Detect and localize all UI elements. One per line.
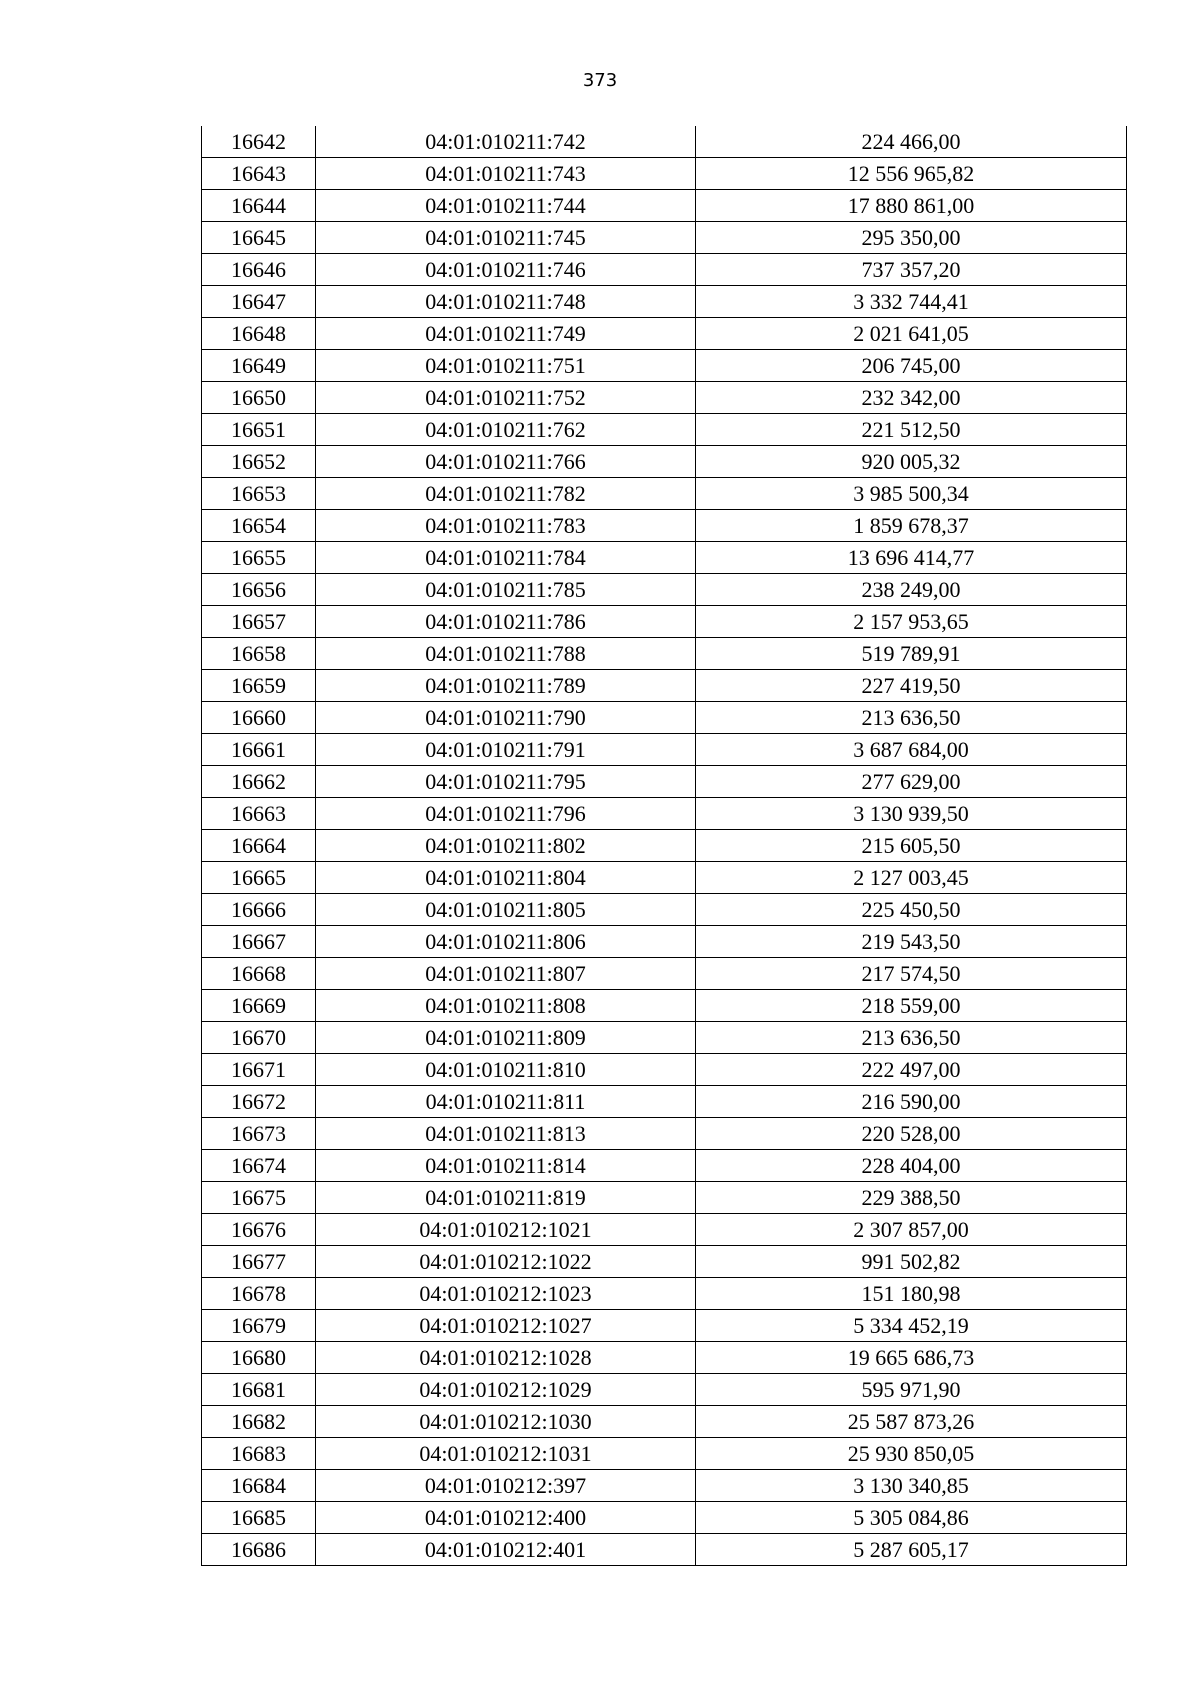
table-row bbox=[202, 766, 1127, 798]
value-cell: 217 574,50 bbox=[696, 958, 1127, 990]
row-number-cell: 16651 bbox=[202, 414, 316, 446]
row-number-cell: 16657 bbox=[202, 606, 316, 638]
table-row bbox=[202, 606, 1127, 638]
row-number-cell: 16667 bbox=[202, 926, 316, 958]
value-cell: 25 930 850,05 bbox=[696, 1438, 1127, 1470]
row-number-cell: 16685 bbox=[202, 1502, 316, 1534]
page-number: 373 bbox=[582, 70, 618, 91]
table-row bbox=[202, 158, 1127, 190]
cadastral-number-cell: 04:01:010211:762 bbox=[316, 414, 696, 446]
value-cell: 238 249,00 bbox=[696, 574, 1127, 606]
table-row bbox=[202, 894, 1127, 926]
row-number-cell: 16649 bbox=[202, 350, 316, 382]
value-cell: 5 305 084,86 bbox=[696, 1502, 1127, 1534]
row-number-cell: 16650 bbox=[202, 382, 316, 414]
table-row bbox=[202, 222, 1127, 254]
table-row bbox=[202, 990, 1127, 1022]
row-number-cell: 16683 bbox=[202, 1438, 316, 1470]
row-number-cell: 16678 bbox=[202, 1278, 316, 1310]
value-cell: 227 419,50 bbox=[696, 670, 1127, 702]
value-cell: 222 497,00 bbox=[696, 1054, 1127, 1086]
table-row bbox=[202, 1534, 1127, 1566]
value-cell: 213 636,50 bbox=[696, 702, 1127, 734]
row-number-cell: 16680 bbox=[202, 1342, 316, 1374]
cadastral-number-cell: 04:01:010211:806 bbox=[316, 926, 696, 958]
row-number-cell: 16654 bbox=[202, 510, 316, 542]
table-row bbox=[202, 414, 1127, 446]
cadastral-number-cell: 04:01:010211:795 bbox=[316, 766, 696, 798]
cadastral-number-cell: 04:01:010212:1022 bbox=[316, 1246, 696, 1278]
table-row bbox=[202, 958, 1127, 990]
value-cell: 277 629,00 bbox=[696, 766, 1127, 798]
table-row bbox=[202, 926, 1127, 958]
table-row bbox=[202, 382, 1127, 414]
value-cell: 218 559,00 bbox=[696, 990, 1127, 1022]
value-cell: 5 287 605,17 bbox=[696, 1534, 1127, 1566]
value-cell: 1 859 678,37 bbox=[696, 510, 1127, 542]
value-cell: 221 512,50 bbox=[696, 414, 1127, 446]
value-cell: 17 880 861,00 bbox=[696, 190, 1127, 222]
table-row bbox=[202, 638, 1127, 670]
table-row bbox=[202, 1342, 1127, 1374]
cadastral-number-cell: 04:01:010211:808 bbox=[316, 990, 696, 1022]
cadastral-number-cell: 04:01:010212:1028 bbox=[316, 1342, 696, 1374]
table-row bbox=[202, 702, 1127, 734]
data-table bbox=[201, 126, 1127, 1566]
row-number-cell: 16681 bbox=[202, 1374, 316, 1406]
cadastral-number-cell: 04:01:010211:744 bbox=[316, 190, 696, 222]
table-row bbox=[202, 1118, 1127, 1150]
cadastral-number-cell: 04:01:010211:783 bbox=[316, 510, 696, 542]
table-row bbox=[202, 190, 1127, 222]
value-cell: 228 404,00 bbox=[696, 1150, 1127, 1182]
table-row bbox=[202, 1182, 1127, 1214]
value-cell: 2 127 003,45 bbox=[696, 862, 1127, 894]
cadastral-number-cell: 04:01:010211:751 bbox=[316, 350, 696, 382]
row-number-cell: 16672 bbox=[202, 1086, 316, 1118]
row-number-cell: 16679 bbox=[202, 1310, 316, 1342]
table-row bbox=[202, 1214, 1127, 1246]
cadastral-number-cell: 04:01:010211:811 bbox=[316, 1086, 696, 1118]
value-cell: 5 334 452,19 bbox=[696, 1310, 1127, 1342]
value-cell: 2 021 641,05 bbox=[696, 318, 1127, 350]
value-cell: 13 696 414,77 bbox=[696, 542, 1127, 574]
value-cell: 3 985 500,34 bbox=[696, 478, 1127, 510]
value-cell: 224 466,00 bbox=[696, 126, 1127, 158]
table-row bbox=[202, 1374, 1127, 1406]
table-row bbox=[202, 350, 1127, 382]
cadastral-number-cell: 04:01:010211:790 bbox=[316, 702, 696, 734]
cadastral-number-cell: 04:01:010211:791 bbox=[316, 734, 696, 766]
cadastral-number-cell: 04:01:010212:401 bbox=[316, 1534, 696, 1566]
value-cell: 215 605,50 bbox=[696, 830, 1127, 862]
cadastral-number-cell: 04:01:010211:810 bbox=[316, 1054, 696, 1086]
value-cell: 2 307 857,00 bbox=[696, 1214, 1127, 1246]
value-cell: 519 789,91 bbox=[696, 638, 1127, 670]
cadastral-number-cell: 04:01:010211:784 bbox=[316, 542, 696, 574]
table-body bbox=[202, 126, 1127, 1566]
value-cell: 220 528,00 bbox=[696, 1118, 1127, 1150]
cadastral-number-cell: 04:01:010211:788 bbox=[316, 638, 696, 670]
cadastral-number-cell: 04:01:010211:752 bbox=[316, 382, 696, 414]
cadastral-number-cell: 04:01:010211:813 bbox=[316, 1118, 696, 1150]
row-number-cell: 16659 bbox=[202, 670, 316, 702]
table-row bbox=[202, 286, 1127, 318]
row-number-cell: 16658 bbox=[202, 638, 316, 670]
cadastral-number-cell: 04:01:010211:809 bbox=[316, 1022, 696, 1054]
cadastral-number-cell: 04:01:010211:749 bbox=[316, 318, 696, 350]
value-cell: 19 665 686,73 bbox=[696, 1342, 1127, 1374]
value-cell: 229 388,50 bbox=[696, 1182, 1127, 1214]
cadastral-number-cell: 04:01:010211:819 bbox=[316, 1182, 696, 1214]
cadastral-number-cell: 04:01:010211:745 bbox=[316, 222, 696, 254]
value-cell: 225 450,50 bbox=[696, 894, 1127, 926]
table-row bbox=[202, 798, 1127, 830]
cadastral-number-cell: 04:01:010211:742 bbox=[316, 126, 696, 158]
row-number-cell: 16665 bbox=[202, 862, 316, 894]
row-number-cell: 16653 bbox=[202, 478, 316, 510]
value-cell: 3 130 340,85 bbox=[696, 1470, 1127, 1502]
cadastral-number-cell: 04:01:010211:766 bbox=[316, 446, 696, 478]
row-number-cell: 16642 bbox=[202, 126, 316, 158]
row-number-cell: 16670 bbox=[202, 1022, 316, 1054]
cadastral-number-cell: 04:01:010211:802 bbox=[316, 830, 696, 862]
cadastral-number-cell: 04:01:010211:805 bbox=[316, 894, 696, 926]
table-row bbox=[202, 1438, 1127, 1470]
value-cell: 3 332 744,41 bbox=[696, 286, 1127, 318]
row-number-cell: 16647 bbox=[202, 286, 316, 318]
cadastral-number-cell: 04:01:010211:785 bbox=[316, 574, 696, 606]
row-number-cell: 16682 bbox=[202, 1406, 316, 1438]
cadastral-number-cell: 04:01:010211:786 bbox=[316, 606, 696, 638]
cadastral-number-cell: 04:01:010212:1023 bbox=[316, 1278, 696, 1310]
value-cell: 991 502,82 bbox=[696, 1246, 1127, 1278]
value-cell: 3 130 939,50 bbox=[696, 798, 1127, 830]
value-cell: 920 005,32 bbox=[696, 446, 1127, 478]
value-cell: 295 350,00 bbox=[696, 222, 1127, 254]
row-number-cell: 16675 bbox=[202, 1182, 316, 1214]
row-number-cell: 16676 bbox=[202, 1214, 316, 1246]
table-row bbox=[202, 510, 1127, 542]
row-number-cell: 16677 bbox=[202, 1246, 316, 1278]
value-cell: 25 587 873,26 bbox=[696, 1406, 1127, 1438]
cadastral-number-cell: 04:01:010211:743 bbox=[316, 158, 696, 190]
row-number-cell: 16662 bbox=[202, 766, 316, 798]
value-cell: 213 636,50 bbox=[696, 1022, 1127, 1054]
cadastral-number-cell: 04:01:010211:782 bbox=[316, 478, 696, 510]
row-number-cell: 16648 bbox=[202, 318, 316, 350]
cadastral-number-cell: 04:01:010212:1030 bbox=[316, 1406, 696, 1438]
cadastral-number-cell: 04:01:010211:804 bbox=[316, 862, 696, 894]
table-row bbox=[202, 734, 1127, 766]
value-cell: 2 157 953,65 bbox=[696, 606, 1127, 638]
row-number-cell: 16671 bbox=[202, 1054, 316, 1086]
table-row bbox=[202, 1150, 1127, 1182]
row-number-cell: 16663 bbox=[202, 798, 316, 830]
table-row bbox=[202, 1502, 1127, 1534]
row-number-cell: 16686 bbox=[202, 1534, 316, 1566]
table-row bbox=[202, 574, 1127, 606]
cadastral-number-cell: 04:01:010212:1029 bbox=[316, 1374, 696, 1406]
row-number-cell: 16655 bbox=[202, 542, 316, 574]
table-row bbox=[202, 1054, 1127, 1086]
cadastral-number-cell: 04:01:010212:1027 bbox=[316, 1310, 696, 1342]
row-number-cell: 16664 bbox=[202, 830, 316, 862]
value-cell: 219 543,50 bbox=[696, 926, 1127, 958]
row-number-cell: 16684 bbox=[202, 1470, 316, 1502]
row-number-cell: 16645 bbox=[202, 222, 316, 254]
cadastral-number-cell: 04:01:010211:748 bbox=[316, 286, 696, 318]
table-row bbox=[202, 1086, 1127, 1118]
table-row bbox=[202, 478, 1127, 510]
row-number-cell: 16669 bbox=[202, 990, 316, 1022]
row-number-cell: 16656 bbox=[202, 574, 316, 606]
table-row bbox=[202, 126, 1127, 158]
row-number-cell: 16660 bbox=[202, 702, 316, 734]
table-row bbox=[202, 446, 1127, 478]
cadastral-number-cell: 04:01:010212:1031 bbox=[316, 1438, 696, 1470]
value-cell: 151 180,98 bbox=[696, 1278, 1127, 1310]
value-cell: 232 342,00 bbox=[696, 382, 1127, 414]
row-number-cell: 16652 bbox=[202, 446, 316, 478]
row-number-cell: 16673 bbox=[202, 1118, 316, 1150]
table-row bbox=[202, 830, 1127, 862]
row-number-cell: 16646 bbox=[202, 254, 316, 286]
cadastral-number-cell: 04:01:010212:400 bbox=[316, 1502, 696, 1534]
row-number-cell: 16666 bbox=[202, 894, 316, 926]
table-row bbox=[202, 542, 1127, 574]
value-cell: 737 357,20 bbox=[696, 254, 1127, 286]
table-row bbox=[202, 670, 1127, 702]
row-number-cell: 16644 bbox=[202, 190, 316, 222]
cadastral-number-cell: 04:01:010211:814 bbox=[316, 1150, 696, 1182]
cadastral-number-cell: 04:01:010211:789 bbox=[316, 670, 696, 702]
table-row bbox=[202, 1406, 1127, 1438]
value-cell: 595 971,90 bbox=[696, 1374, 1127, 1406]
table-row bbox=[202, 862, 1127, 894]
row-number-cell: 16668 bbox=[202, 958, 316, 990]
cadastral-number-cell: 04:01:010211:807 bbox=[316, 958, 696, 990]
value-cell: 206 745,00 bbox=[696, 350, 1127, 382]
row-number-cell: 16661 bbox=[202, 734, 316, 766]
row-number-cell: 16643 bbox=[202, 158, 316, 190]
value-cell: 3 687 684,00 bbox=[696, 734, 1127, 766]
table-row bbox=[202, 1278, 1127, 1310]
cadastral-number-cell: 04:01:010211:796 bbox=[316, 798, 696, 830]
table-row bbox=[202, 1246, 1127, 1278]
value-cell: 12 556 965,82 bbox=[696, 158, 1127, 190]
value-cell: 216 590,00 bbox=[696, 1086, 1127, 1118]
table-row bbox=[202, 1470, 1127, 1502]
cadastral-number-cell: 04:01:010212:1021 bbox=[316, 1214, 696, 1246]
cadastral-number-cell: 04:01:010211:746 bbox=[316, 254, 696, 286]
table-row bbox=[202, 1022, 1127, 1054]
table-row bbox=[202, 254, 1127, 286]
row-number-cell: 16674 bbox=[202, 1150, 316, 1182]
table-row bbox=[202, 318, 1127, 350]
table-row bbox=[202, 1310, 1127, 1342]
cadastral-number-cell: 04:01:010212:397 bbox=[316, 1470, 696, 1502]
